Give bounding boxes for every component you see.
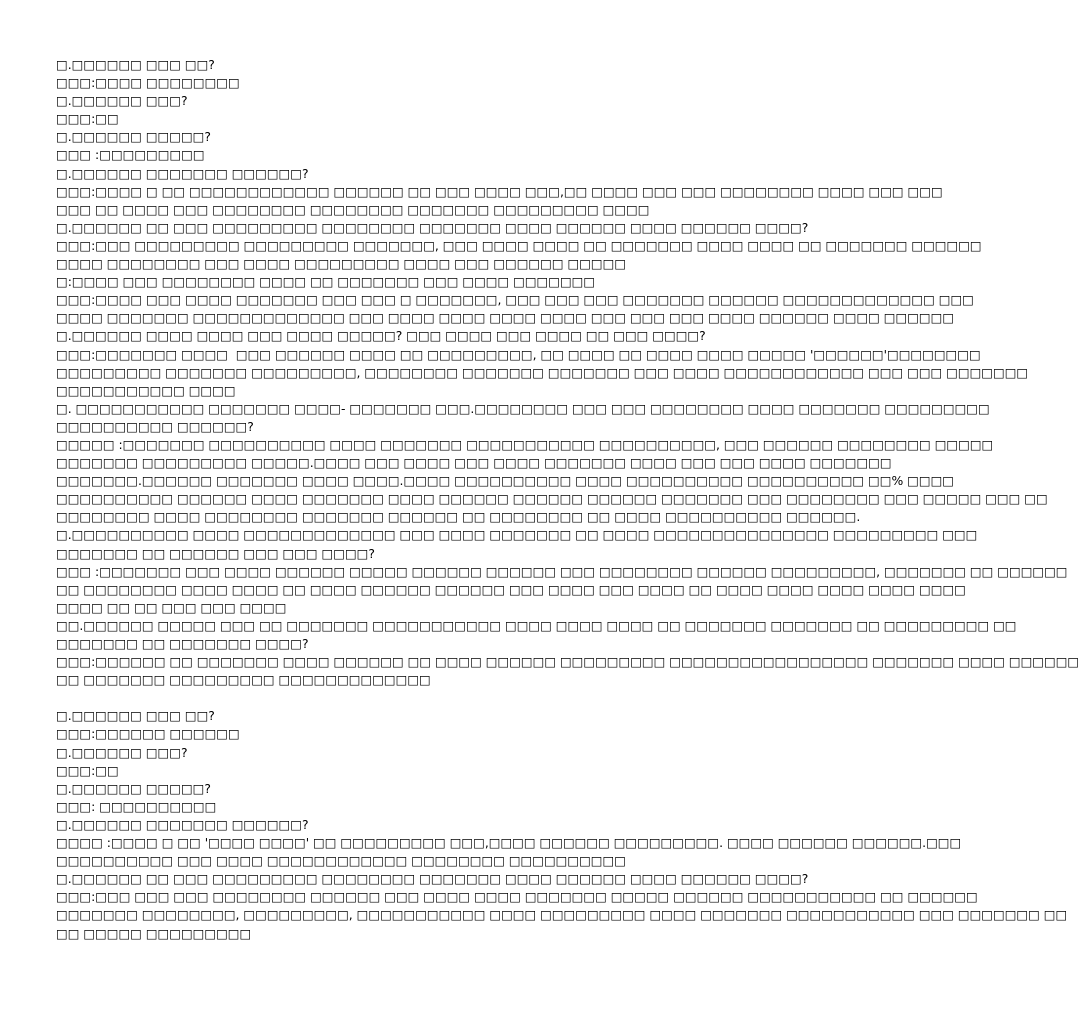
text-line: □□□□□□□□ □□□□ □□□□□□□□ □□□□□□□ □□□□□□ □□ □□□□□□□□ □□ □□□□ □□□□□□□□□□ □□□□□□. (56, 509, 861, 525)
text-line: □□ □□□□□ □□□□□□□□□ (56, 925, 252, 941)
blank-line (56, 689, 712, 707)
text-line: □□□:□□□□ □□□ □□□□ □□□□□□□ □□□ □□□ □ □□□□□□□, □□□ □□□ □□□ □□□□□□□ □□□□□□ □□□□□□□□□□□□□ □□□ (56, 292, 974, 308)
text-line: □□□ :□□□□□□□ □□□ □□□□ □□□□□□ □□□□□ □□□□□□ □□□□□□ □□□ □□□□□□□□ □□□□□□ □□□□□□□□□, □□□□□□□ □□ □□□□□□ (56, 563, 1068, 579)
text-line: □.□□□□□□ □□ □□□ □□□□□□□□□ □□□□□□□□ □□□□□□□ □□□□ □□□□□□ □□□□ □□□□□□ □□□□? (56, 219, 809, 235)
text-line: □□□□□□□.□□□□□□ □□□□□□□ □□□□ □□□□.□□□□ □□□□□□□□□□ □□□□ □□□□□□□□□□ □□□□□□□□□□ □□% □□□□ (56, 473, 955, 489)
text-line: □□□:□□□□ □ □□ □□□□□□□□□□□□ □□□□□□ □□ □□□ □□□□ □□□,□□ □□□□ □□□ □□□ □□□□□□□□ □□□□ □□□ □□□ (56, 183, 943, 199)
text-line: □□□□ □□□□□□□ □□□□□□□□□□□□□ □□□ □□□□ □□□□ □□□□ □□□□ □□□ □□□ □□□ □□□□ □□□□□□ □□□□ □□□□□□ (56, 310, 955, 326)
text-line: □.□□□□□□ □□□ □□? (56, 57, 215, 72)
qa-block-1 (56, 56, 1079, 689)
text-line: □□□ :□□□□□□□□□ (56, 147, 205, 163)
text-line: □□□□□□□□□□ □□□□□□? (56, 418, 254, 434)
text-line: □□□□ □□□□□□□□ □□□ □□□□ □□□□□□□□□ □□□□ □□□ □□□□□□ □□□□□ (56, 256, 627, 272)
text-line: □.□□□□□□ □□□□ □□□□ □□□ □□□□ □□□□□? □□□ □□□□ □□□ □□□□ □□ □□□ □□□□? (56, 328, 706, 344)
text-line: □□□:□□ (56, 111, 119, 127)
text-line: □.□□□□□□ □□□□□□□ □□□□□□? (56, 165, 309, 181)
text-line: □□□□□ :□□□□□□□ □□□□□□□□□□ □□□□ □□□□□□□ □□□□□□□□□□□ □□□□□□□□□□, □□□ □□□□□□ □□□□□□□□ □□□□□ (56, 436, 994, 452)
text-line: □.□□□□□□ □□□? (56, 744, 188, 760)
text-line: □□.□□□□□□ □□□□□ □□□ □□ □□□□□□□ □□□□□□□□□□□ □□□□ □□□□ □□□□ □□ □□□□□□□ □□□□□□□ □□ □□□□□□□□□ □□ (56, 617, 1017, 633)
text-line: □□□:□□□ □□□□□□□□□ □□□□□□□□□ □□□□□□□, □□□ □□□□ □□□□ □□ □□□□□□□ □□□□ □□□□ □□ □□□□□□□ □□□□□□ (56, 237, 982, 253)
text-line: □□ □□□□□□□ □□□□□□□□□ □□□□□□□□□□□□□ (56, 672, 431, 688)
text-line: □□□: □□□□□□□□□□ (56, 798, 217, 814)
text-line: □□□:□□□□ □□□□□□□□ (56, 75, 240, 91)
text-line: □□□□ :□□□□ □ □□ '□□□□ □□□□' □□ □□□□□□□□□ □□□,□□□□ □□□□□□ □□□□□□□□□. □□□□ □□□□□□ □□□□□□.□□□ (56, 835, 962, 851)
text-line: □□□□□□□□□□ □□□ □□□□ □□□□□□□□□□□□ □□□□□□□□ □□□□□□□□□□ (56, 853, 626, 869)
text-line: □.□□□□□□ □□□□□? (56, 780, 211, 796)
text-line: □□□□□□□ □□□□□□□□, □□□□□□□□□, □□□□□□□□□□□ □□□□ □□□□□□□□□ □□□□ □□□□□□□ □□□□□□□□□□□ □□□ □□□□□□□ □□ (56, 907, 1068, 923)
qa-block-2 (56, 707, 1068, 942)
text-line: □□ □□□□□□□□ □□□□ □□□□ □□ □□□□ □□□□□□ □□□□□□ □□□ □□□□ □□□ □□□□ □□ □□□□ □□□□ □□□□ □□□□ □□□□ (56, 581, 966, 597)
text-line: □□□:□□□ □□□ □□□ □□□□□□□□ □□□□□□ □□□ □□□□ □□□□ □□□□□□□ □□□□□ □□□□□□ □□□□□□□□□□□ □□ □□□□□□ (56, 889, 978, 905)
text-line: □. □□□□□□□□□□□ □□□□□□□ □□□□- □□□□□□□ □□□.□□□□□□□□ □□□ □□□ □□□□□□□□ □□□□ □□□□□□□ □□□□□□□□□ (56, 400, 990, 416)
text-line: □□□□□□□ □□ □□□□□□□ □□□□? (56, 636, 309, 651)
text-line: □□□□□□□□□□□ □□□□ (56, 382, 236, 398)
text-line: □□□:□□□□□□ □□□□□□ (56, 726, 240, 742)
text-line: □□□□□□□□□ □□□□□□□ □□□□□□□□□, □□□□□□□□ □□□□□□□ □□□□□□□ □□□ □□□□ □□□□□□□□□□□□ □□□ □□□ □□□□□□□ (56, 364, 1029, 380)
text-line: □.□□□□□□□□□□ □□□□ □□□□□□□□□□□□□ □□□ □□□□ □□□□□□□ □□ □□□□ □□□□□□□□□□□□□□□ □□□□□□□□□ □□□ (56, 527, 978, 543)
text-line: □□□:□□□□□□□ □□□□ □□□ □□□□□□ □□□□ □□ □□□□□□□□□, □□ □□□□ □□ □□□□ □□□□ □□□□□ '□□□□□□'□□□□□□□□ (56, 346, 981, 362)
text-line: □.□□□□□□ □□ □□□ □□□□□□□□□ □□□□□□□□ □□□□□□□ □□□□ □□□□□□ □□□□ □□□□□□ □□□□? (56, 871, 809, 887)
text-line: □□□ □□ □□□□ □□□ □□□□□□□□ □□□□□□□□ □□□□□□□ □□□□□□□□□ □□□□ (56, 201, 650, 217)
text-line: □.□□□□□□ □□□ □□? (56, 708, 215, 724)
text-line: □.□□□□□□ □□□□□? (56, 129, 211, 145)
text-line: □□□□□□□ □□□□□□□□□ □□□□□.□□□□ □□□ □□□□ □□□ □□□□ □□□□□□□ □□□□ □□□ □□□ □□□□ □□□□□□□ (56, 455, 892, 471)
text-line: □□□□□□□□□□ □□□□□□ □□□□ □□□□□□□ □□□□ □□□□□□ □□□□□□ □□□□□□ □□□□□□□ □□□ □□□□□□□□ □□□ □□□□□ □□□ □□ (56, 491, 1048, 507)
text-line: □□□□ □□ □□ □□□ □□□ □□□□ (56, 599, 287, 615)
text-line: □:□□□□ □□□ □□□□□□□□ □□□□ □□ □□□□□□□ □□□ □□□□ □□□□□□□ (56, 274, 596, 290)
text-line: □□□:□□□□□□ □□ □□□□□□□ □□□□ □□□□□□ □□ □□□□ □□□□□□ □□□□□□□□□ □□□□□□□□□□□□□□□□□ □□□□□□□ □□□□ □□□□□□ (56, 654, 1079, 670)
text-line: □□□:□□ (56, 762, 119, 778)
text-line: □□□□□□□ □□ □□□□□□ □□□ □□□ □□□□? (56, 545, 375, 561)
text-line: □.□□□□□□ □□□? (56, 93, 188, 109)
text-line: □.□□□□□□ □□□□□□□ □□□□□□? (56, 816, 309, 832)
